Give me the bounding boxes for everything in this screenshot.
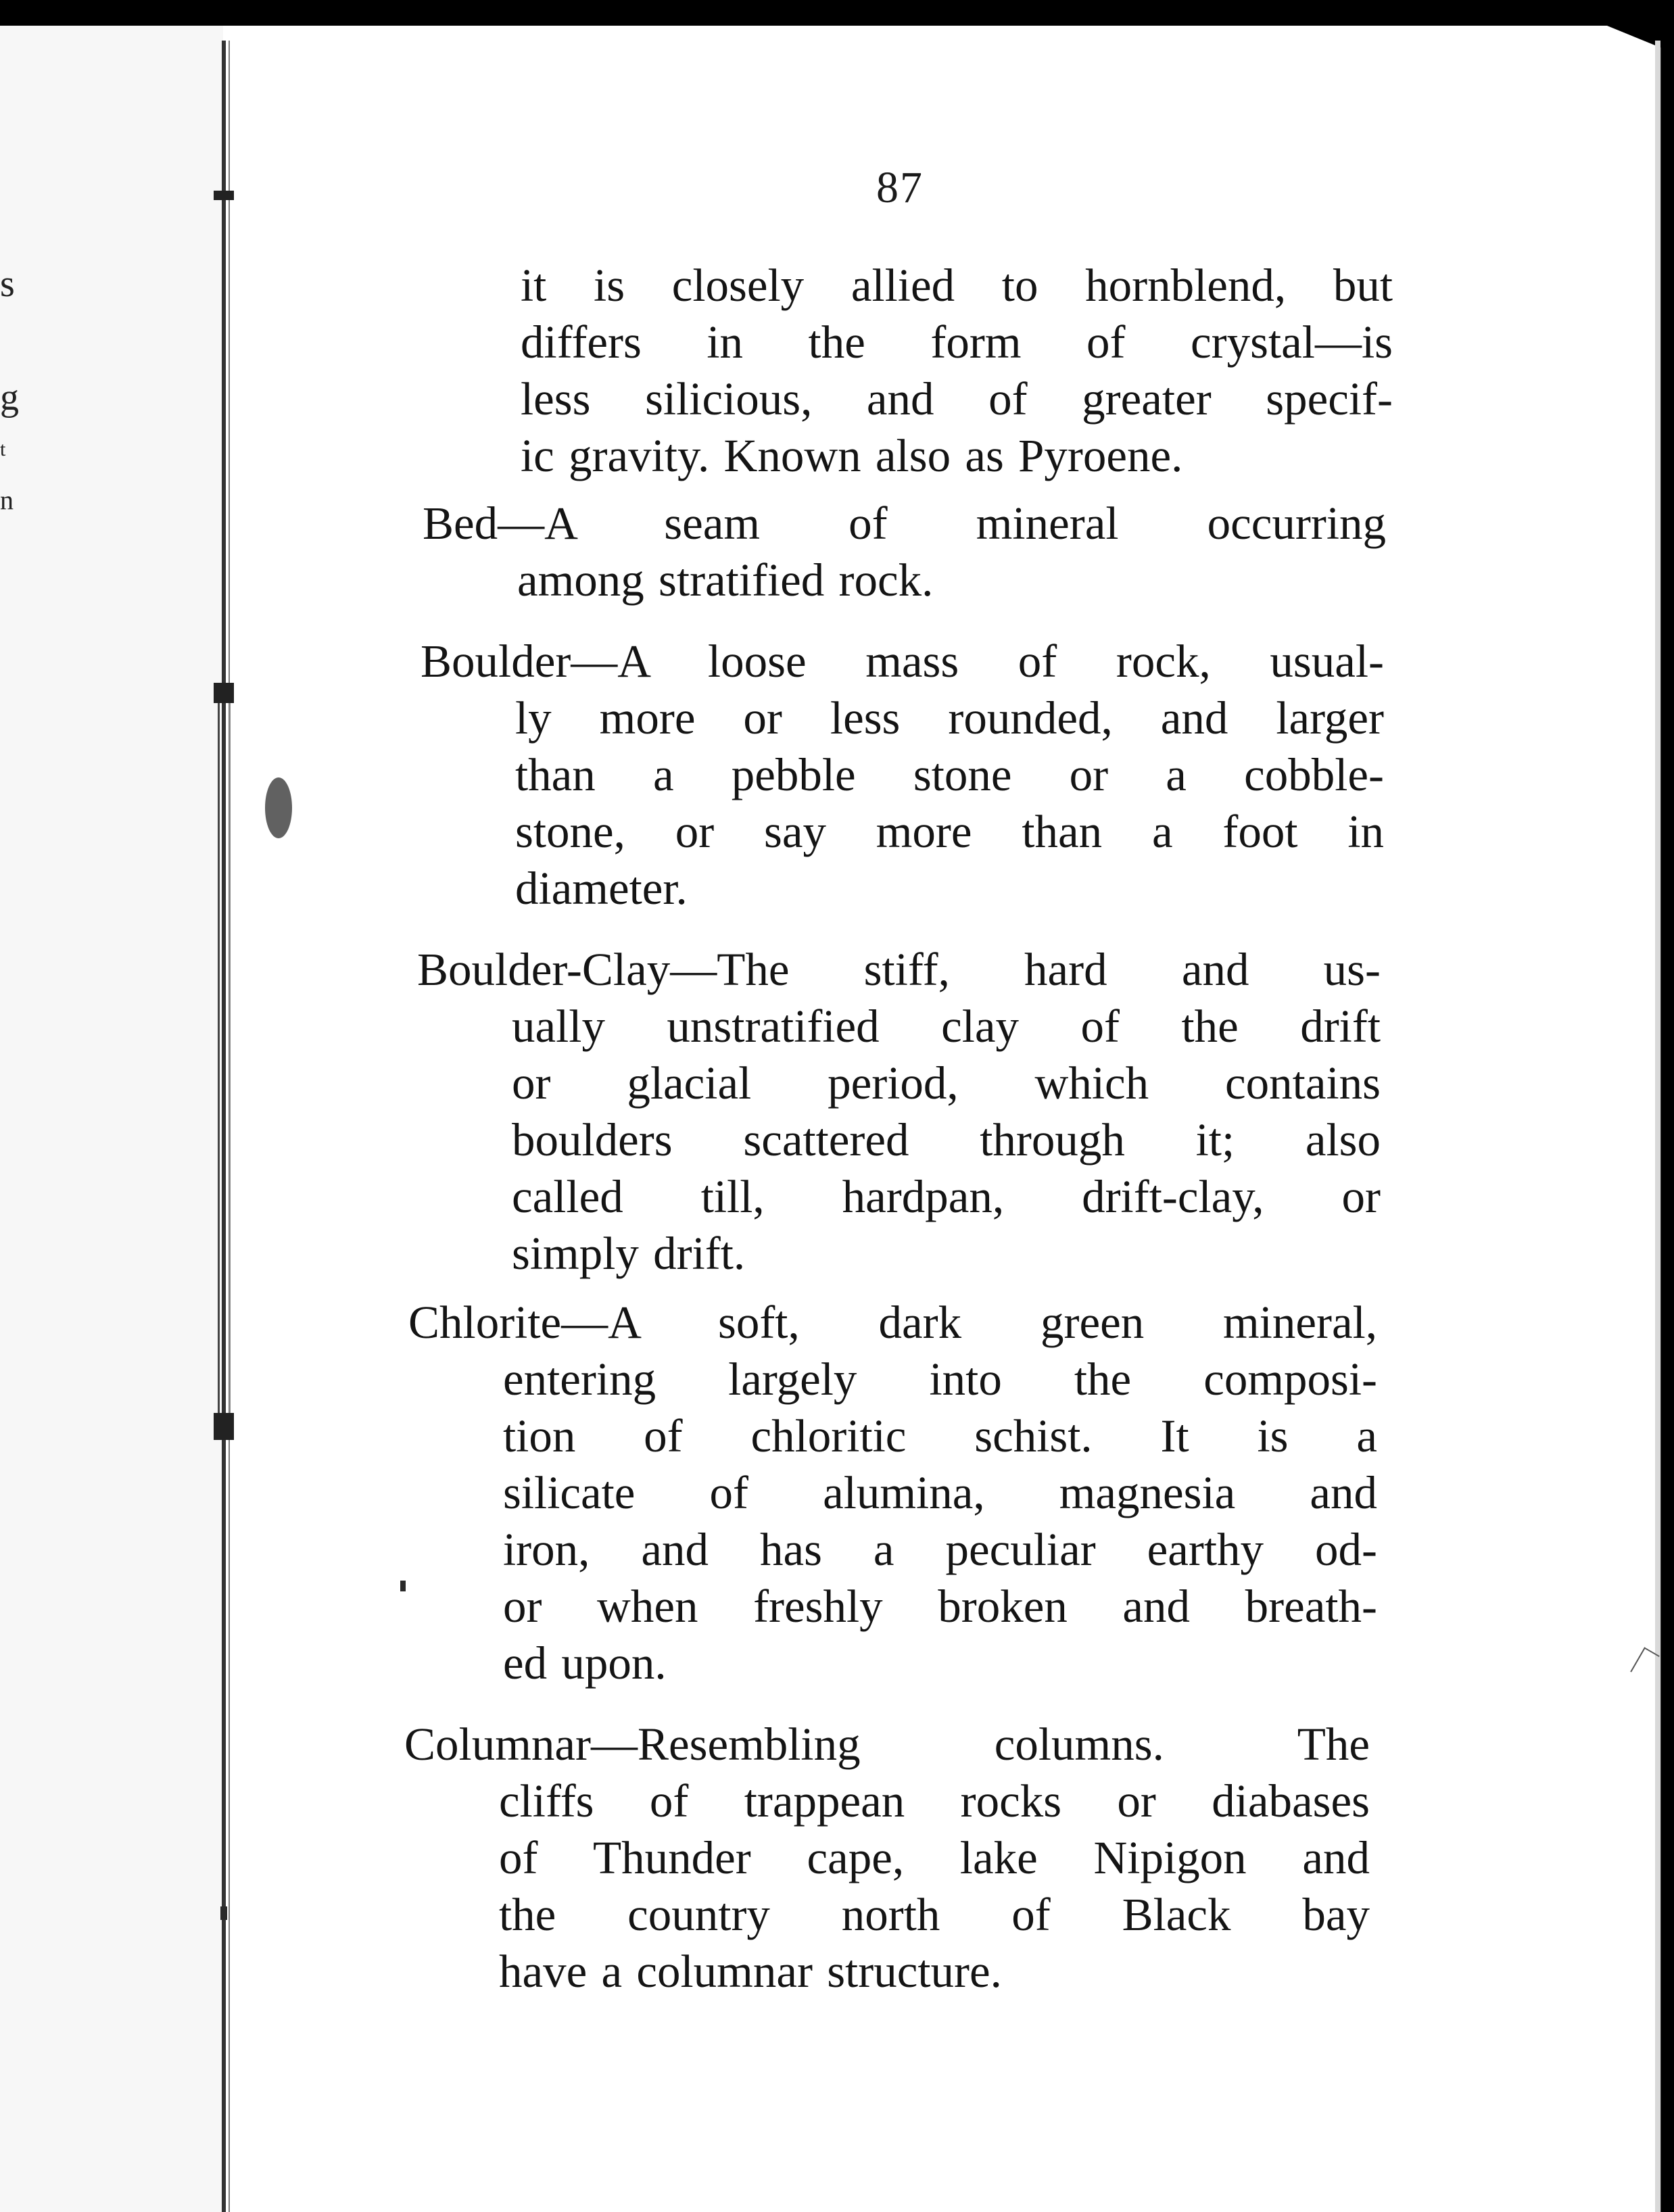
text-line: tion of chloritic schist. It is a <box>503 1410 1377 1462</box>
text-line: ually unstratified clay of the drift <box>512 1001 1381 1052</box>
text-line: of Thunder cape, lake Nipigon and <box>499 1832 1370 1883</box>
text-line: boulders scattered through it; also <box>512 1114 1381 1165</box>
entry-term-line: Columnar—Resembling columns. The <box>404 1718 1370 1770</box>
entry-term-line: Chlorite—A soft, dark green mineral, <box>408 1297 1377 1348</box>
text-line: it is closely allied to hornblend, but <box>521 260 1393 311</box>
text-line: diameter. <box>515 863 688 914</box>
facing-page-fragment: n <box>0 485 14 515</box>
text-line: than a pebble stone or a cobble- <box>515 749 1384 800</box>
page-number: 87 <box>876 163 924 212</box>
entry-bed <box>423 495 1386 608</box>
text-line: silicate of alumina, magnesia and <box>503 1467 1377 1518</box>
text-line: less silicious, and of greater specif- <box>521 373 1393 425</box>
binding-stitch-top <box>214 191 234 200</box>
text-line: ly more or less rounded, and larger <box>515 692 1384 744</box>
text-line: or when freshly broken and breath- <box>503 1581 1377 1632</box>
text-line: or glacial period, which contains <box>512 1057 1381 1109</box>
text-line: among stratified rock. <box>517 554 934 606</box>
entry-chlorite <box>408 1294 1377 1691</box>
text-line: the country north of Black bay <box>499 1889 1370 1940</box>
text-line: stone, or say more than a foot in <box>515 806 1384 857</box>
text-line: have a columnar structure. <box>499 1946 1002 1997</box>
entry-term-line: Boulder—A loose mass of rock, usual- <box>421 635 1384 687</box>
glossary-text <box>0 257 1674 2000</box>
continued-entry <box>521 257 1393 484</box>
entry-boulder <box>421 633 1384 917</box>
facing-page-fragment: s <box>0 263 15 305</box>
text-line: ed upon. <box>503 1637 667 1689</box>
facing-page-fragment: t <box>0 438 6 460</box>
text-line: iron, and has a peculiar earthy od- <box>503 1524 1377 1575</box>
text-line: ic gravity. Known also as Pyroene. <box>521 430 1183 481</box>
facing-page-fragment: g <box>0 377 19 418</box>
text-line: simply drift. <box>512 1228 746 1279</box>
entry-term-line: Boulder-Clay—The stiff, hard and us- <box>417 944 1381 995</box>
text-line: differs in the form of crystal—is <box>521 316 1393 368</box>
entry-term-line: Bed—A seam of mineral occurring <box>423 498 1386 549</box>
entry-columnar <box>404 1716 1370 2000</box>
entry-boulder-clay <box>417 941 1381 1282</box>
text-line: called till, hardpan, drift-clay, or <box>512 1171 1381 1222</box>
text-line: entering largely into the composi- <box>503 1353 1377 1405</box>
text-line: cliffs of trappean rocks or diabases <box>499 1775 1370 1827</box>
